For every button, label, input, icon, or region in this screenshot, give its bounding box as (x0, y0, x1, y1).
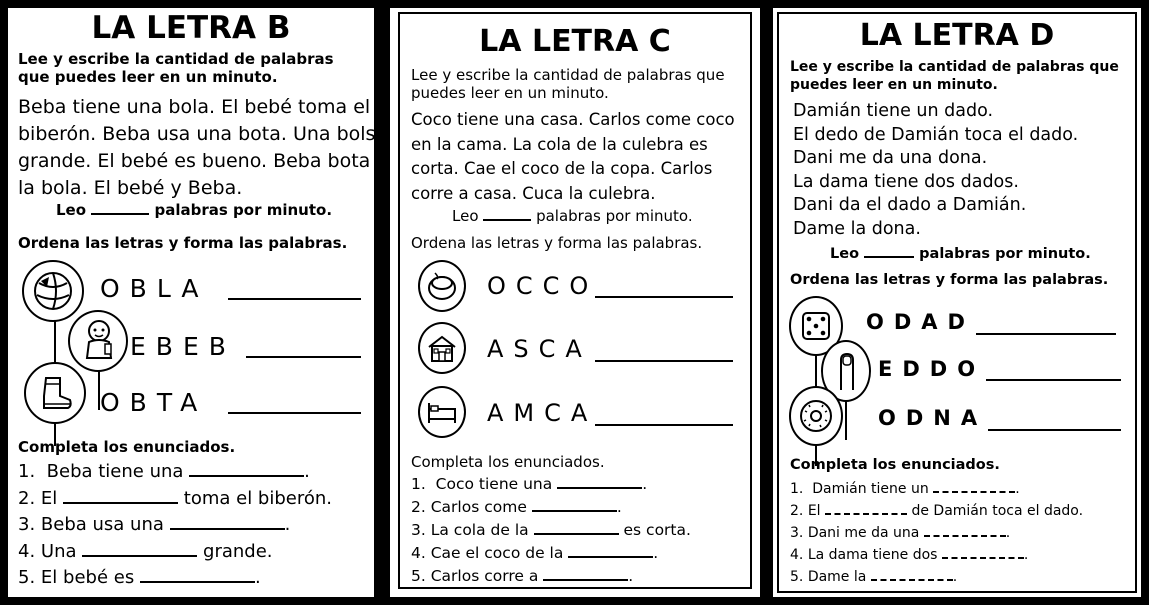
sentence: 5. Dame la . (790, 569, 958, 585)
sentence-blank[interactable] (534, 533, 619, 535)
instruction: Lee y escribe la cantidad de palabras que puedes leer en un minuto. (411, 66, 725, 102)
coconut-icon (427, 271, 457, 301)
reading-line: en la cama. La cola de la culebra es (411, 134, 708, 154)
sentence: 1. Damián tiene un . (790, 481, 1020, 497)
sentence-blank[interactable] (568, 556, 653, 558)
reading-line: Coco tiene una casa. Carlos come coco (411, 110, 735, 129)
sentence: 3. La cola de la es corta. (411, 521, 691, 539)
reading-passage (411, 108, 735, 206)
reading-line: la bola. El bebé y Beba. (18, 177, 243, 199)
card-title: LA LETRA C (479, 24, 671, 59)
sentence: 1. Coco tiene una . (411, 475, 648, 493)
reading-line: Beba tiene una bola. El bebé toma el (18, 96, 371, 118)
reading-line: El dedo de Damián toca el dado. (793, 124, 1079, 145)
worksheet-card-d (770, 5, 1144, 600)
picture-circle (418, 386, 466, 438)
scrambled-word: ODNA (878, 406, 988, 430)
reading-line: corta. Cae el coco de la copa. Carlos (411, 159, 713, 178)
answer-line[interactable] (595, 424, 733, 426)
card-title: LA LETRA D (859, 18, 1055, 53)
sentence-list (18, 459, 332, 592)
dice-icon (801, 311, 831, 341)
ordena-heading: Ordena las letras y forma las palabras. (18, 234, 348, 252)
sentence-blank[interactable] (543, 579, 628, 581)
reading-line: biberón. Beba usa una bota. Una bolsa (18, 123, 388, 145)
reading-line: Dani da el dado a Damián. (793, 195, 1027, 215)
reading-passage (793, 100, 1078, 241)
ball-icon (33, 271, 73, 311)
balloon (24, 362, 86, 424)
sentence-blank[interactable] (170, 528, 285, 530)
answer-line[interactable] (988, 429, 1121, 431)
reading-line: Dani me da una dona. (793, 148, 988, 168)
balloon-string (845, 400, 847, 440)
balloon (789, 386, 843, 446)
sentence: 4. Una grande. (18, 540, 273, 562)
completa-heading: Completa los enunciados. (411, 453, 605, 471)
reading-line: Damián tiene un dado. (793, 101, 994, 121)
reading-passage (18, 94, 387, 202)
completa-heading: Completa los enunciados. (790, 457, 1000, 473)
scrambled-word: ODAD (866, 310, 975, 334)
sentence-blank[interactable] (933, 491, 1015, 493)
worksheet-card-c (387, 5, 763, 600)
answer-line[interactable] (595, 296, 733, 298)
words-per-minute-blank[interactable] (483, 219, 531, 221)
instruction: Lee y escribe la cantidad de palabras que puedes leer en un minuto. (790, 59, 1119, 93)
sentence-list (411, 473, 691, 588)
house-icon (427, 335, 457, 363)
words-per-minute-line: Leo palabras por minuto. (56, 201, 333, 219)
sentence: 5. Carlos corre a . (411, 567, 634, 585)
completa-heading: Completa los enunciados. (18, 438, 236, 456)
reading-line: corre a casa. Cuca la culebra. (411, 183, 656, 203)
sentence-blank[interactable] (140, 581, 255, 583)
sentence-blank[interactable] (82, 555, 197, 557)
scrambled-word: EDDO (878, 357, 986, 381)
sentence-blank[interactable] (189, 475, 304, 477)
boot-icon (38, 376, 74, 412)
scrambled-word: ASCA (487, 335, 592, 363)
sentence-blank[interactable] (63, 502, 178, 504)
scrambled-word: OBLA (100, 274, 209, 303)
sentence-blank[interactable] (871, 579, 953, 581)
answer-line[interactable] (228, 298, 361, 300)
scrambled-word: OBTA (100, 388, 208, 417)
answer-line[interactable] (986, 379, 1121, 381)
sentence-blank[interactable] (942, 557, 1024, 559)
words-per-minute-blank[interactable] (91, 213, 149, 215)
answer-line[interactable] (976, 333, 1116, 335)
scrambled-word: OCCO (487, 272, 599, 300)
sentence: 4. La dama tiene dos . (790, 547, 1029, 563)
reading-line: Dame la dona. (793, 218, 921, 239)
sentence: 1. Beba tiene una . (18, 461, 310, 482)
card-title: LA LETRA B (91, 10, 291, 46)
picture-circle (418, 322, 466, 374)
sentence: 2. Carlos come . (411, 498, 622, 516)
answer-line[interactable] (228, 412, 361, 414)
balloon (22, 260, 84, 322)
sentence: 3. Beba usa una . (18, 514, 291, 535)
sentence-blank[interactable] (924, 535, 1006, 537)
scrambled-word: EBEB (130, 332, 236, 361)
scrambled-word: AMCA (487, 399, 598, 427)
picture-circle (418, 260, 466, 312)
answer-line[interactable] (595, 360, 733, 362)
answer-line[interactable] (246, 356, 361, 358)
sentence-blank[interactable] (532, 510, 617, 512)
sentence-blank[interactable] (557, 487, 642, 489)
instruction: Lee y escribe la cantidad de palabras que puedes leer en un minuto. (18, 50, 334, 86)
ordena-heading: Ordena las letras y forma las palabras. (790, 272, 1109, 288)
sentence: 4. Cae el coco de la . (411, 544, 659, 562)
sentence: 3. Dani me da una . (790, 525, 1011, 541)
sentence: 2. El toma el biberón. (18, 487, 332, 509)
words-per-minute-blank[interactable] (864, 256, 914, 258)
sentence-list (790, 478, 1083, 588)
worksheet-card-b (5, 5, 388, 600)
baby-icon (79, 318, 119, 362)
bed-icon (426, 401, 458, 425)
words-per-minute-line: Leo palabras por minuto. (452, 207, 693, 225)
sentence: 2. El de Damián toca el dado. (790, 503, 1084, 519)
donut-icon (799, 399, 833, 433)
sentence-blank[interactable] (825, 513, 907, 515)
reading-line: grande. El bebé es bueno. Beba bota (18, 150, 371, 172)
finger-icon (837, 352, 857, 392)
sentence: 5. El bebé es . (18, 567, 261, 588)
balloon (68, 310, 128, 372)
reading-line: La dama tiene dos dados. (793, 171, 1019, 192)
words-per-minute-line: Leo palabras por minuto. (830, 246, 1091, 262)
ordena-heading: Ordena las letras y forma las palabras. (411, 234, 703, 252)
